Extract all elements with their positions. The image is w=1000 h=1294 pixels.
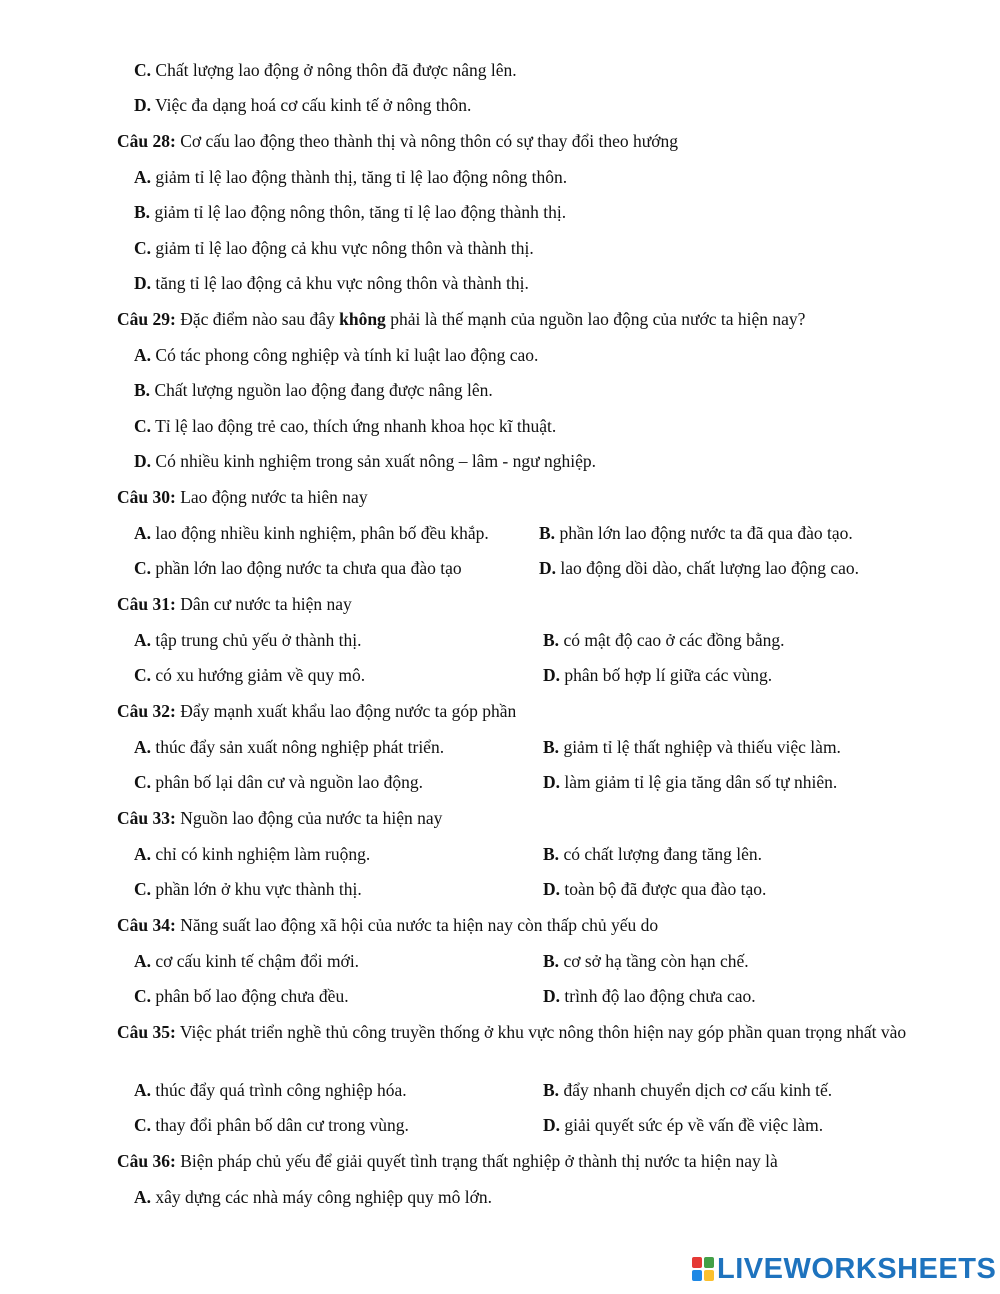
q35-option-b[interactable]: B. đẩy nhanh chuyển dịch cơ cấu kinh tế.	[543, 1080, 833, 1100]
liveworksheets-logo-text: LIVEWORKSHEETS	[717, 1252, 997, 1285]
question-36: Câu 36: Biện pháp chủ yếu để giải quyết tình trạng thất nghiệp ở thành thị nước ta hiện nay là	[117, 1151, 778, 1171]
option-d: D. Việc đa dạng hoá cơ cấu kinh tế ở nông thôn.	[134, 95, 472, 115]
q30-option-b[interactable]: B. phần lớn lao động nước ta đã qua đào tạo.	[539, 523, 853, 543]
question-31: Câu 31: Dân cư nước ta hiện nay	[117, 594, 352, 614]
question-33: Câu 33: Nguồn lao động của nước ta hiện nay	[117, 808, 443, 828]
q31-option-b[interactable]: B. có mật độ cao ở các đồng bằng.	[543, 630, 785, 650]
q29-option-b[interactable]: B. Chất lượng nguồn lao động đang được nâng lên.	[134, 380, 493, 400]
q28-option-d[interactable]: D. tăng tỉ lệ lao động cả khu vực nông thôn và thành thị.	[134, 273, 529, 293]
q29-option-d[interactable]: D. Có nhiều kinh nghiệm trong sản xuất nông – lâm - ngư nghiệp.	[134, 451, 597, 471]
liveworksheets-logo-icon	[692, 1257, 714, 1281]
liveworksheets-logo	[692, 1254, 996, 1284]
q32-option-a[interactable]: A. thúc đẩy sản xuất nông nghiệp phát triển.	[134, 737, 445, 757]
q31-option-d[interactable]: D. phân bố hợp lí giữa các vùng.	[543, 665, 773, 685]
q34-option-d[interactable]: D. trình độ lao động chưa cao.	[543, 986, 756, 1006]
q34-option-a[interactable]: A. cơ cấu kinh tế chậm đổi mới.	[134, 951, 360, 971]
q32-option-d[interactable]: D. làm giảm tỉ lệ gia tăng dân số tự nhiên.	[543, 772, 838, 792]
q28-option-b[interactable]: B. giảm tỉ lệ lao động nông thôn, tăng tỉ lệ lao động thành thị.	[134, 202, 567, 222]
question-35: Câu 35: Việc phát triển nghề thủ công truyền thống ở khu vực nông thôn hiện nay góp phần quan trọng nhất vào	[117, 1022, 907, 1042]
q36-option-a[interactable]: A. xây dựng các nhà máy công nghiệp quy mô lớn.	[134, 1187, 492, 1207]
q32-option-c[interactable]: C. phân bố lại dân cư và nguồn lao động.	[134, 772, 423, 792]
q30-option-c[interactable]: C. phần lớn lao động nước ta chưa qua đào tạo	[134, 558, 462, 578]
q30-option-d[interactable]: D. lao động dồi dào, chất lượng lao động cao.	[539, 558, 860, 578]
q28-option-c[interactable]: C. giảm tỉ lệ lao động cả khu vực nông thôn và thành thị.	[134, 238, 534, 258]
q30-option-a[interactable]: A. lao động nhiều kinh nghiệm, phân bố đều khắp.	[134, 523, 489, 543]
question-32: Câu 32: Đẩy mạnh xuất khẩu lao động nước ta góp phần	[117, 701, 517, 721]
question-34: Câu 34: Năng suất lao động xã hội của nước ta hiện nay còn thấp chủ yếu do	[117, 915, 659, 935]
q33-option-c[interactable]: C. phần lớn ở khu vực thành thị.	[134, 879, 362, 899]
q33-option-a[interactable]: A. chỉ có kinh nghiệm làm ruộng.	[134, 844, 371, 864]
question-30: Câu 30: Lao động nước ta hiên nay	[117, 487, 368, 507]
q31-option-a[interactable]: A. tập trung chủ yếu ở thành thị.	[134, 630, 362, 650]
q31-option-c[interactable]: C. có xu hướng giảm về quy mô.	[134, 665, 366, 685]
q29-option-c[interactable]: C. Tỉ lệ lao động trẻ cao, thích ứng nhanh khoa học kĩ thuật.	[134, 416, 557, 436]
q35-option-a[interactable]: A. thúc đẩy quá trình công nghiệp hóa.	[134, 1080, 407, 1100]
option-c: C. Chất lượng lao động ở nông thôn đã được nâng lên.	[134, 60, 517, 80]
q29-option-a[interactable]: A. Có tác phong công nghiệp và tính kỉ luật lao động cao.	[134, 345, 539, 365]
q33-option-b[interactable]: B. có chất lượng đang tăng lên.	[543, 844, 762, 864]
q34-option-c[interactable]: C. phân bố lao động chưa đều.	[134, 986, 349, 1006]
q35-option-c[interactable]: C. thay đổi phân bố dân cư trong vùng.	[134, 1115, 409, 1135]
q32-option-b[interactable]: B. giảm tỉ lệ thất nghiệp và thiếu việc làm.	[543, 737, 841, 757]
question-29: Câu 29: Đặc điểm nào sau đây không phải là thế mạnh của nguồn lao động của nước ta hiện nay?	[117, 309, 806, 329]
question-28: Câu 28: Cơ cấu lao động theo thành thị và nông thôn có sự thay đổi theo hướng	[117, 131, 678, 151]
q34-option-b[interactable]: B. cơ sở hạ tầng còn hạn chế.	[543, 951, 749, 971]
q33-option-d[interactable]: D. toàn bộ đã được qua đào tạo.	[543, 879, 767, 899]
q35-option-d[interactable]: D. giải quyết sức ép về vấn đề việc làm.	[543, 1115, 824, 1135]
q28-option-a[interactable]: A. giảm tỉ lệ lao động thành thị, tăng tỉ lệ lao động nông thôn.	[134, 167, 568, 187]
